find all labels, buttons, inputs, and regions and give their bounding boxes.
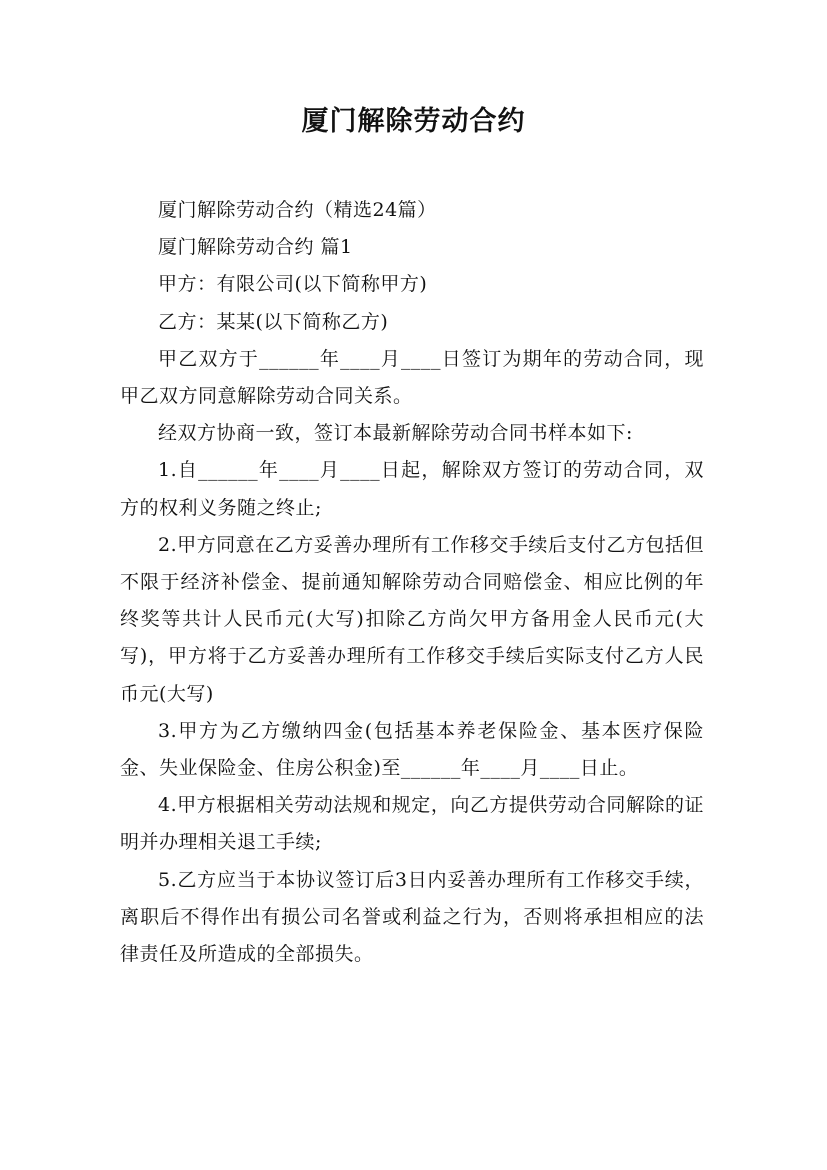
clause-2: 2.甲方同意在乙方妥善办理所有工作移交手续后支付乙方包括但不限于经济补偿金、提前通知解除劳动合同赔偿金、相应比例的年终奖等共计人民币元(大写)扣除乙方尚欠甲方备用金人民币元(大写)，甲方将于乙方妥善办理所有工作移交手续后实际支付乙方人民币元(大写)	[120, 533, 704, 705]
paragraph-party-a: 甲方：有限公司(以下简称甲方)	[158, 273, 428, 296]
document-title: 厦门解除劳动合约	[301, 106, 526, 137]
paragraph-agreement: 经双方协商一致，签订本最新解除劳动合同书样本如下:	[158, 422, 633, 445]
paragraph-section: 厦门解除劳动合约 篇1	[158, 236, 353, 259]
clause-4: 4.甲方根据相关劳动法规和规定，向乙方提供劳动合同解除的证明并办理相关退工手续;	[120, 794, 704, 854]
document-body	[120, 192, 704, 973]
clause-1: 1.自______年____月____日起，解除双方签订的劳动合同，双方的权利义务随之终止;	[120, 459, 704, 519]
clause-5: 5.乙方应当于本协议签订后3日内妥善办理所有工作移交手续，离职后不得作出有损公司名誉或利益之行为，否则将承担相应的法律责任及所造成的全部损失。	[120, 868, 704, 966]
paragraph-heading: 厦门解除劳动合约（精选24篇）	[158, 199, 437, 221]
paragraph-party-b: 乙方：某某(以下简称乙方)	[158, 310, 389, 333]
paragraph-intro: 甲乙双方于______年____月____日签订为期年的劳动合同，现甲乙双方同意解除劳动合同关系。	[120, 347, 704, 408]
clause-3: 3.甲方为乙方缴纳四金(包括基本养老保险金、基本医疗保险金、失业保险金、住房公积金)至______年____月____日止。	[120, 719, 704, 780]
